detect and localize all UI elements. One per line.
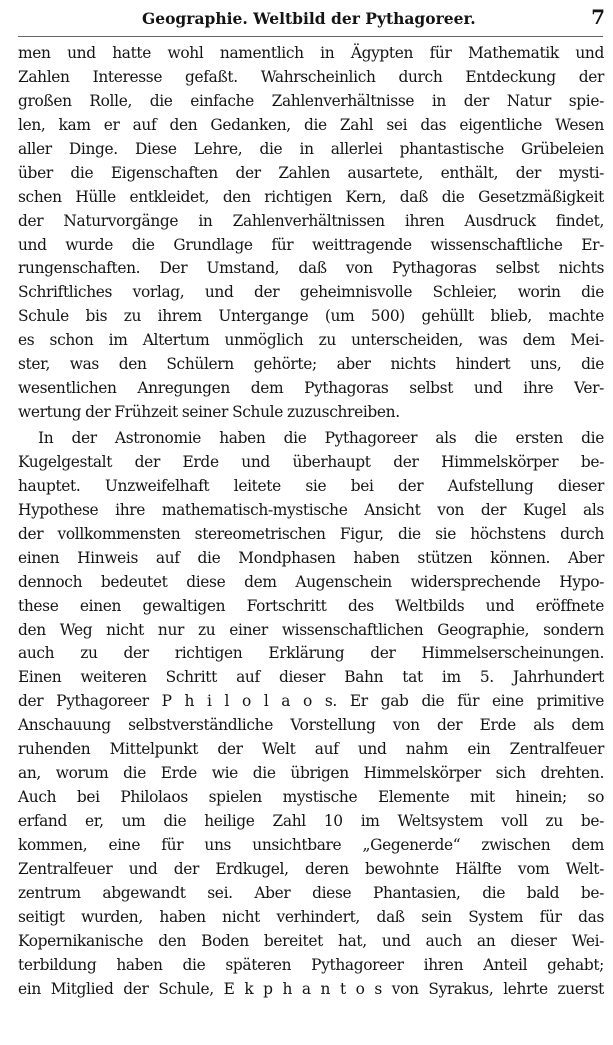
paragraph-2 bbox=[18, 427, 604, 1002]
text-line: hauptet. Unzweifelhaft leitete sie bei der Aufstellung dieser bbox=[18, 476, 604, 495]
text-line: Schule bis zu ihrem Untergange (um 500) gehüllt blieb, machte bbox=[18, 307, 604, 326]
text-line: ster, was den Schülern gehörte; aber nichts hindert uns, die bbox=[18, 355, 604, 374]
text-line: rungenschaften. Der Umstand, daß von Pythagoras selbst nichts bbox=[18, 259, 604, 278]
text-line: der Naturvorgänge in Zahlenverhältnissen ihren Ausdruck findet, bbox=[18, 211, 604, 230]
text-line: In der Astronomie haben die Pythagoreer als die ersten die bbox=[38, 429, 604, 447]
text-line: einen Hinweis auf die Mondphasen haben stützen können. Aber bbox=[18, 548, 604, 567]
running-head-title: Geographie. Weltbild der Pythagoreer. bbox=[142, 9, 476, 28]
text-line: großen Rolle, die einfache Zahlenverhältnisse in der Natur spie- bbox=[18, 91, 604, 110]
text-line: erfand er, um die heilige Zahl 10 im Weltsystem voll zu be- bbox=[18, 812, 604, 830]
text-line: es schon im Altertum unmöglich zu unterscheiden, was dem Mei- bbox=[18, 331, 604, 350]
text-line: these einen gewaltigen Fortschritt des Weltbilds und eröffnete bbox=[18, 596, 604, 615]
paragraph-1 bbox=[18, 42, 604, 425]
text-line: Anschauung selbstverständliche Vorstellung von der Erde als dem bbox=[18, 716, 604, 735]
text-line: der vollkommensten stereometrischen Figur, die sie höchstens durch bbox=[18, 524, 604, 543]
text-line: seitigt wurden, haben nicht verhindert, daß sein System für das bbox=[18, 907, 604, 926]
text-line: Einen weiteren Schritt auf dieser Bahn tat im 5. Jahrhundert bbox=[18, 668, 604, 687]
text-line: zentrum abgewandt sei. Aber diese Phantasien, die bald be- bbox=[18, 883, 604, 902]
text-line: ein Mitglied der Schule, E k p h a n t o s von Syrakus, lehrte zuerst bbox=[18, 979, 604, 998]
text-line: der Pythagoreer P h i l o l a o s. Er gab die für eine primitive bbox=[18, 692, 604, 711]
text-line: wertung der Frühzeit seiner Schule zuzuschreiben. bbox=[18, 403, 400, 422]
text-line: wesentlichen Anregungen dem Pythagoras selbst und ihre Ver- bbox=[18, 379, 604, 398]
text-line: kommen, eine für uns unsichtbare „Gegenerde“ zwischen dem bbox=[18, 835, 604, 854]
text-line: und wurde die Grundlage für weittragende wissenschaftliche Er- bbox=[18, 235, 604, 254]
text-line: Schriftliches vorlag, und der geheimnisvolle Schleier, worin die bbox=[18, 283, 604, 302]
text-line: ruhenden Mittelpunkt der Welt auf und nahm ein Zentralfeuer bbox=[18, 740, 604, 759]
text-line: Hypothese ihre mathematisch-mystische Ansicht von der Kugel als bbox=[18, 500, 604, 519]
body-text bbox=[18, 42, 604, 1002]
header-rule bbox=[18, 36, 603, 37]
text-line: schen Hülle entkleidet, den richtigen Kern, daß die Gesetzmäßigkeit bbox=[18, 187, 604, 206]
text-line: auch zu der richtigen Erklärung der Himmelserscheinungen. bbox=[18, 644, 604, 663]
text-line: men und hatte wohl namentlich in Ägypten für Mathematik und bbox=[18, 44, 604, 62]
text-line: den Weg nicht nur zu einer wissenschaftlichen Geographie, sondern bbox=[18, 620, 604, 639]
text-line: len, kam er auf den Gedanken, die Zahl sei das eigentliche Wesen bbox=[18, 115, 604, 134]
text-line: Zahlen Interesse gefaßt. Wahrscheinlich durch Entdeckung der bbox=[18, 67, 604, 86]
text-line: terbildung haben die späteren Pythagoreer ihren Anteil gehabt; bbox=[18, 955, 604, 974]
text-line: Kugelgestalt der Erde und überhaupt der Himmelskörper be- bbox=[18, 452, 604, 471]
text-line: Zentralfeuer und der Erdkugel, deren bewohnte Hälfte vom Welt- bbox=[18, 859, 604, 878]
text-line: aller Dinge. Diese Lehre, die in allerlei phantastische Grübeleien bbox=[18, 139, 604, 158]
text-line: Kopernikanische den Boden bereitet hat, und auch an dieser Wei- bbox=[18, 931, 604, 950]
text-line: dennoch bedeutet diese dem Augenschein widersprechende Hypo- bbox=[18, 572, 604, 591]
page-number: 7 bbox=[591, 5, 605, 29]
text-line: Auch bei Philolaos spielen mystische Elemente mit hinein; so bbox=[18, 788, 604, 807]
text-line: über die Eigenschaften der Zahlen ausartete, enthält, der mysti- bbox=[18, 163, 604, 182]
running-head bbox=[8, 4, 605, 34]
text-line: an, worum die Erde wie die übrigen Himmelskörper sich drehten. bbox=[18, 764, 604, 783]
